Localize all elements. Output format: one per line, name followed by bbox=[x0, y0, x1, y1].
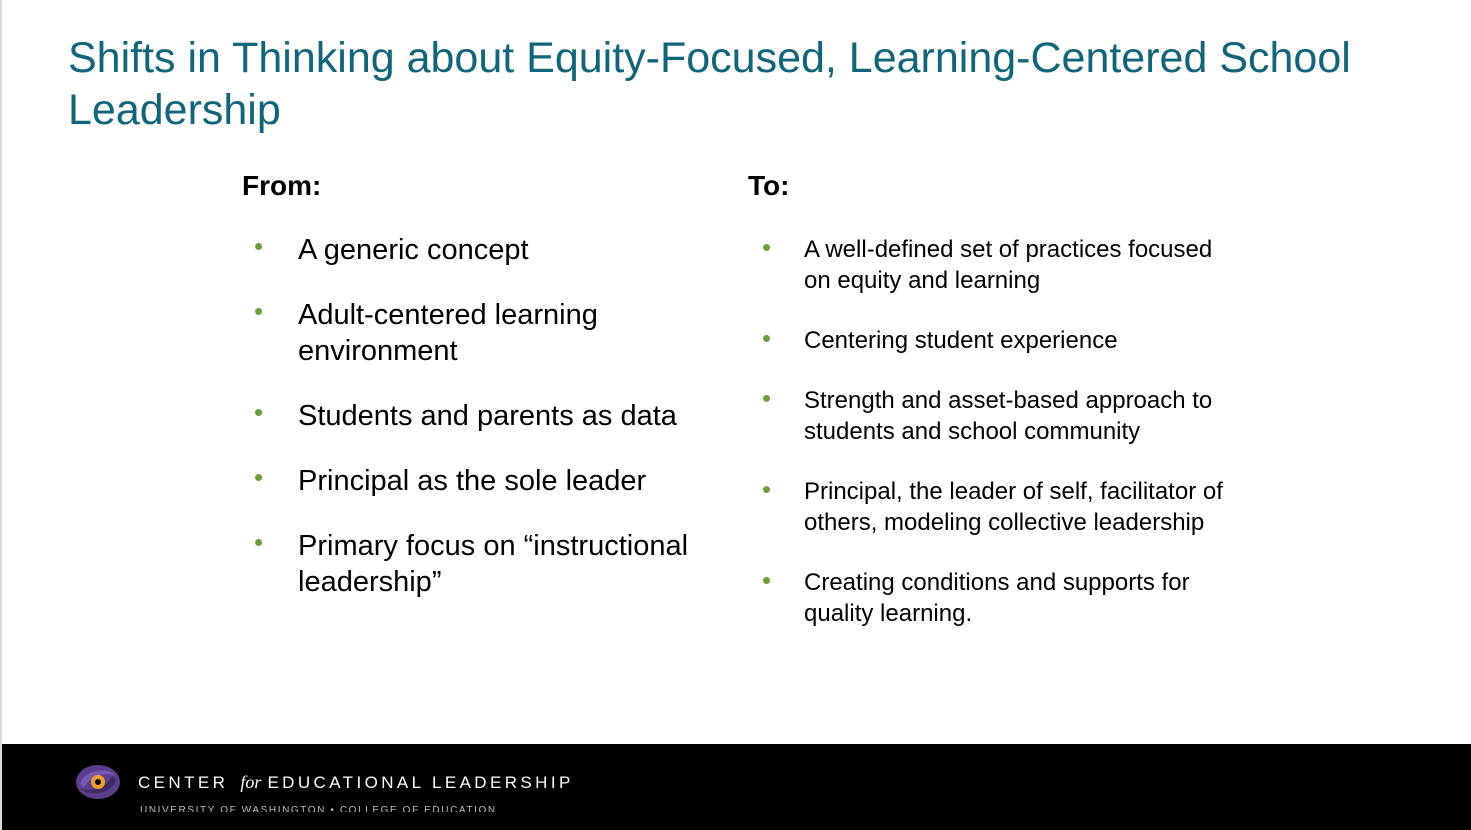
from-list-item bbox=[254, 398, 724, 434]
slide-title: Shifts in Thinking about Equity-Focused, Learning-Centered School Leadership bbox=[68, 34, 1351, 134]
to-list-item bbox=[762, 385, 1242, 447]
to-item-text: A well-defined set of practices focused on equity and learning bbox=[804, 236, 1213, 294]
bullet-icon: • bbox=[254, 397, 264, 427]
to-list-item bbox=[762, 476, 1242, 538]
org-subline: UNIVERSITY OF WASHINGTON • COLLEGE OF EDUCATION bbox=[140, 805, 497, 812]
org-center-word: CENTER bbox=[138, 773, 229, 792]
to-list-item bbox=[762, 234, 1242, 296]
from-heading: From: bbox=[242, 170, 322, 201]
bullet-icon: • bbox=[254, 462, 264, 492]
from-item-text: Students and parents as data bbox=[298, 400, 677, 432]
bullet-icon: • bbox=[762, 383, 772, 413]
bullet-icon: • bbox=[254, 527, 264, 557]
to-item-text: Centering student experience bbox=[804, 327, 1118, 354]
bullet-icon: • bbox=[762, 323, 772, 353]
from-list bbox=[254, 232, 724, 629]
footer-bar bbox=[2, 744, 1471, 830]
from-list-item bbox=[254, 232, 724, 268]
to-list bbox=[762, 234, 1242, 658]
from-list-item bbox=[254, 463, 724, 499]
to-item-text: Creating conditions and supports for quality learning. bbox=[804, 569, 1190, 627]
bullet-icon: • bbox=[254, 296, 264, 326]
to-heading: To: bbox=[748, 170, 790, 201]
bullet-icon: • bbox=[254, 231, 264, 261]
from-list-item bbox=[254, 528, 724, 600]
org-for-word: for bbox=[240, 772, 262, 792]
org-name bbox=[138, 770, 592, 796]
from-item-text: Principal as the sole leader bbox=[298, 465, 647, 497]
cel-logo-icon bbox=[74, 762, 122, 802]
to-list-item bbox=[762, 325, 1242, 356]
bullet-icon: • bbox=[762, 565, 772, 595]
from-item-text: Adult-centered learning environment bbox=[298, 299, 598, 367]
from-item-text: A generic concept bbox=[298, 234, 529, 266]
to-item-text: Principal, the leader of self, facilitator of others, modeling collective leadership bbox=[804, 478, 1223, 536]
from-item-text: Primary focus on “instructional leadership” bbox=[298, 530, 689, 598]
bullet-icon: • bbox=[762, 232, 772, 262]
bullet-icon: • bbox=[762, 474, 772, 504]
to-item-text: Strength and asset-based approach to students and school community bbox=[804, 387, 1213, 445]
from-list-item bbox=[254, 297, 724, 369]
org-name-rest: EDUCATIONAL LEADERSHIP bbox=[267, 773, 574, 792]
to-list-item bbox=[762, 567, 1242, 629]
